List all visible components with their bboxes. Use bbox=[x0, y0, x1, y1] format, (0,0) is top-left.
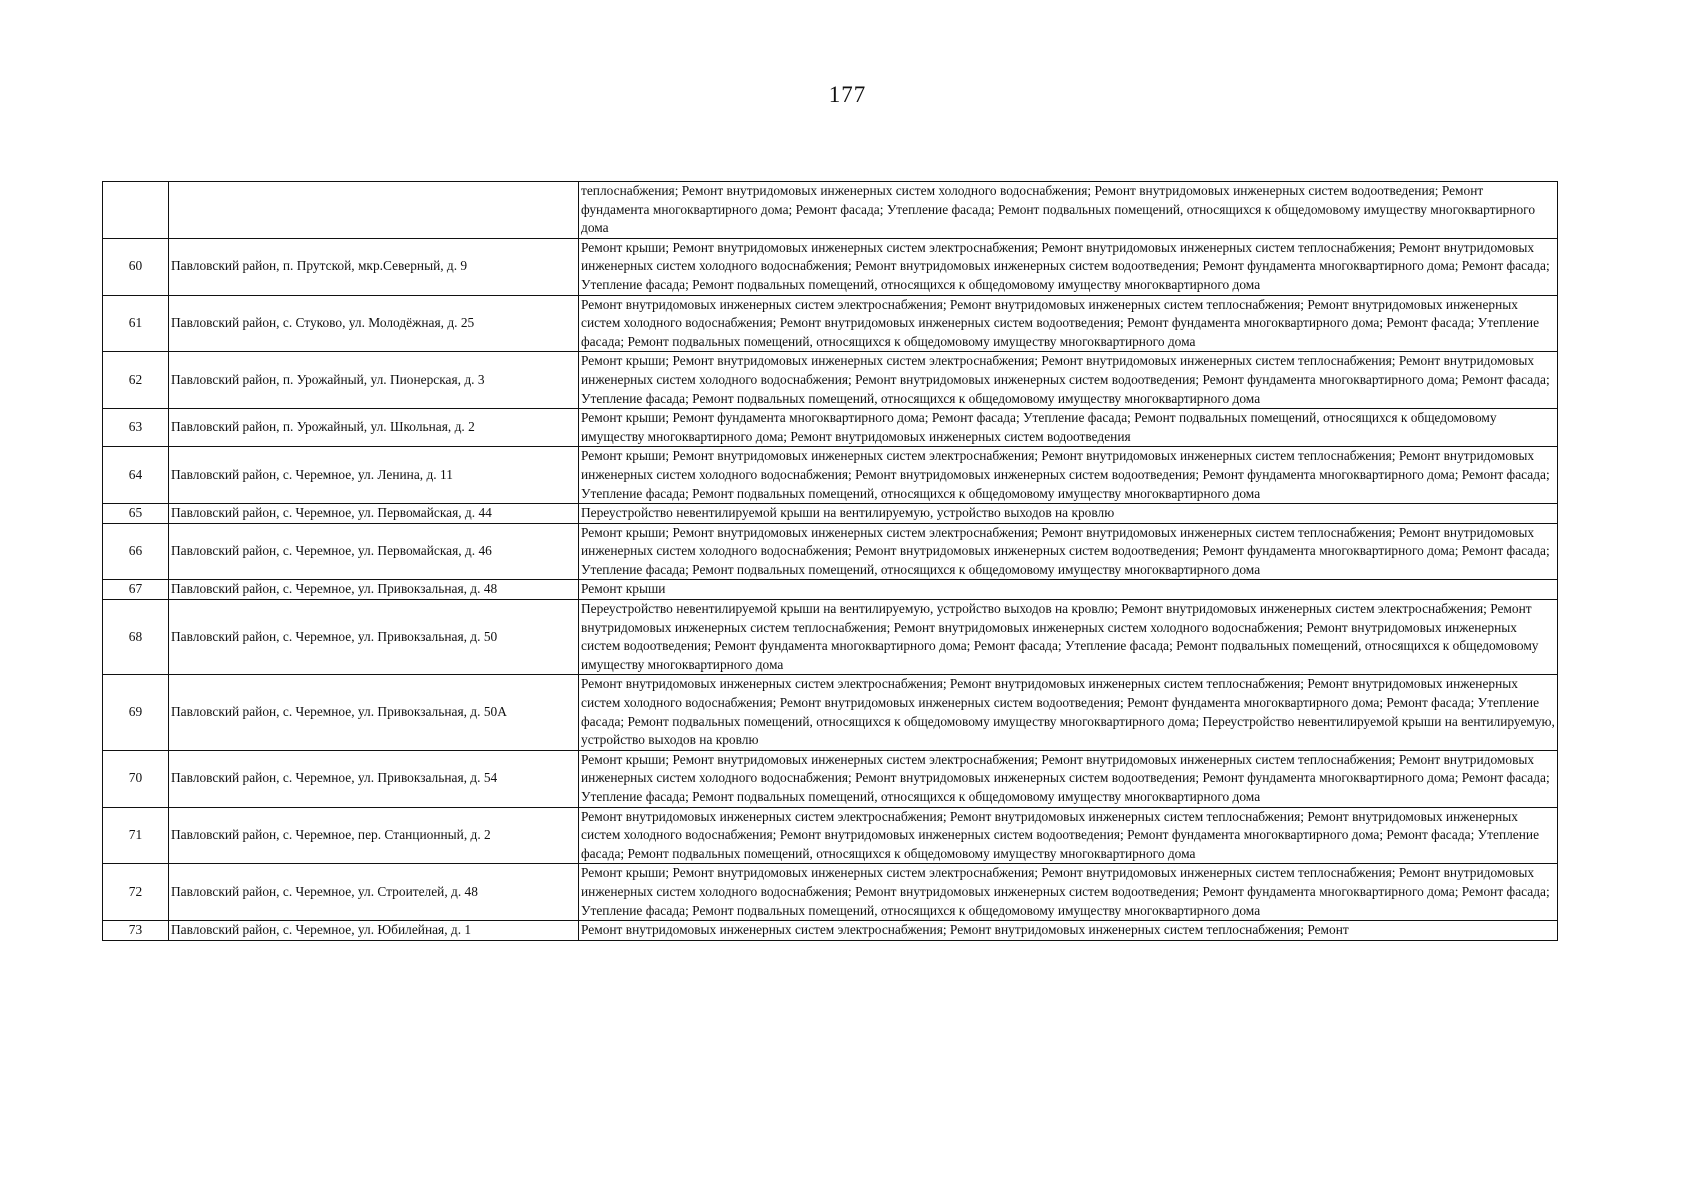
row-number: 60 bbox=[103, 238, 169, 295]
works-text: Ремонт внутридомовых инженерных систем электроснабжения; Ремонт внутридомовых инженерных систем теплоснабжения; Ремонт bbox=[581, 922, 1349, 938]
row-works bbox=[579, 750, 1558, 807]
row-address: Павловский район, с. Черемное, ул. Привокзальная, д. 50А bbox=[169, 675, 579, 750]
row-works bbox=[579, 921, 1558, 941]
works-text: Переустройство невентилируемой крыши на вентилируемую, устройство выходов на кровлю; Ремонт внутридомовых инженерных систем электроснабжения; Ремонт внутридомовых инженерных систем теплоснабжения; Ремонт внутридомовых инженерных систем холодного водоснабжения; Ремонт внутридомовых инженерных систем водоотведения; Ремонт фундамента многоквартирного дома; Ремонт фасада; Утепление фасада; Ремонт подвальных помещений, относящихся к общедомовому имуществу многоквартирного дома bbox=[581, 601, 1539, 672]
row-address: Павловский район, с. Стуково, ул. Молодёжная, д. 25 bbox=[169, 295, 579, 352]
row-address: Павловский район, с. Черемное, ул. Строителей, д. 48 bbox=[169, 864, 579, 921]
table-row bbox=[103, 807, 1558, 864]
row-works bbox=[579, 675, 1558, 750]
table-row bbox=[103, 600, 1558, 675]
row-number: 64 bbox=[103, 447, 169, 504]
works-text: Ремонт крыши; Ремонт фундамента многоквартирного дома; Ремонт фасада; Утепление фасада; Ремонт подвальных помещений, относящихся к общедомовому имуществу многоквартирного дома; Ремонт внутридомовых инженерных систем водоотведения bbox=[581, 410, 1497, 444]
works-text: теплоснабжения; Ремонт внутридомовых инженерных систем холодного водоснабжения; Ремонт внутридомовых инженерных систем водоотведения; Ремонт фундамента многоквартирного дома; Ремонт фасада; Утепление фасада; Ремонт подвальных помещений, относящихся к общедомовому имуществу многоквартирного дома bbox=[581, 183, 1536, 236]
table-row bbox=[103, 750, 1558, 807]
row-number: 72 bbox=[103, 864, 169, 921]
table-row bbox=[103, 921, 1558, 941]
row-works bbox=[579, 580, 1558, 600]
row-number: 66 bbox=[103, 523, 169, 580]
row-number: 63 bbox=[103, 409, 169, 447]
row-number: 61 bbox=[103, 295, 169, 352]
row-number: 67 bbox=[103, 580, 169, 600]
table-row bbox=[103, 675, 1558, 750]
row-works bbox=[579, 504, 1558, 524]
row-works bbox=[579, 352, 1558, 409]
works-text: Переустройство невентилируемой крыши на вентилируемую, устройство выходов на кровлю bbox=[581, 505, 1115, 521]
works-text: Ремонт внутридомовых инженерных систем электроснабжения; Ремонт внутридомовых инженерных систем теплоснабжения; Ремонт внутридомовых инженерных систем холодного водоснабжения; Ремонт внутридомовых инженерных систем водоотведения; Ремонт фундамента многоквартирного дома; Ремонт фасада; Утепление фасада; Ремонт подвальных помещений, относящихся к общедомовому имуществу многоквартирного дома; Переустройство невентилируемой крыши на вентилируемую, устройство выходов на кровлю bbox=[581, 676, 1555, 748]
works-text: Ремонт крыши; Ремонт внутридомовых инженерных систем электроснабжения; Ремонт внутридомовых инженерных систем теплоснабжения; Ремонт внутридомовых инженерных систем холодного водоснабжения; Ремонт внутридомовых инженерных систем водоотведения; Ремонт фундамента многоквартирного дома; Ремонт фасада; Утепление фасада; Ремонт подвальных помещений, относящихся к общедомовому имуществу многоквартирного дома bbox=[581, 353, 1550, 406]
row-address: Павловский район, с. Черемное, ул. Ленина, д. 11 bbox=[169, 447, 579, 504]
table-row bbox=[103, 447, 1558, 504]
works-text: Ремонт внутридомовых инженерных систем электроснабжения; Ремонт внутридомовых инженерных систем теплоснабжения; Ремонт внутридомовых инженерных систем холодного водоснабжения; Ремонт внутридомовых инженерных систем водоотведения; Ремонт фундамента многоквартирного дома; Ремонт фасада; Утепление фасада; Ремонт подвальных помещений, относящихся к общедомовому имуществу многоквартирного дома bbox=[581, 808, 1540, 861]
row-address: Павловский район, п. Урожайный, ул. Школьная, д. 2 bbox=[169, 409, 579, 447]
table-row bbox=[103, 409, 1558, 447]
row-address: Павловский район, п. Прутской, мкр.Северный, д. 9 bbox=[169, 238, 579, 295]
table-row bbox=[103, 295, 1558, 352]
row-number: 71 bbox=[103, 807, 169, 864]
works-text: Ремонт крыши; Ремонт внутридомовых инженерных систем электроснабжения; Ремонт внутридомовых инженерных систем теплоснабжения; Ремонт внутридомовых инженерных систем холодного водоснабжения; Ремонт внутридомовых инженерных систем водоотведения; Ремонт фундамента многоквартирного дома; Ремонт фасада; Утепление фасада; Ремонт подвальных помещений, относящихся к общедомовому имуществу многоквартирного дома bbox=[581, 448, 1550, 501]
row-address: Павловский район, с. Черемное, ул. Привокзальная, д. 50 bbox=[169, 600, 579, 675]
table-row bbox=[103, 238, 1558, 295]
table-row bbox=[103, 580, 1558, 600]
row-works bbox=[579, 864, 1558, 921]
works-table bbox=[102, 181, 1558, 941]
works-text: Ремонт крыши; Ремонт внутридомовых инженерных систем электроснабжения; Ремонт внутридомовых инженерных систем теплоснабжения; Ремонт внутридомовых инженерных систем холодного водоснабжения; Ремонт внутридомовых инженерных систем водоотведения; Ремонт фундамента многоквартирного дома; Ремонт фасада; Утепление фасада; Ремонт подвальных помещений, относящихся к общедомовому имуществу многоквартирного дома bbox=[581, 524, 1550, 577]
row-number: 65 bbox=[103, 504, 169, 524]
table-row bbox=[103, 504, 1558, 524]
row-address: Павловский район, с. Черемное, ул. Первомайская, д. 46 bbox=[169, 523, 579, 580]
row-address: Павловский район, п. Урожайный, ул. Пионерская, д. 3 bbox=[169, 352, 579, 409]
page-number: 177 bbox=[828, 82, 867, 107]
row-address: Павловский район, с. Черемное, пер. Станционный, д. 2 bbox=[169, 807, 579, 864]
row-works bbox=[579, 182, 1558, 239]
row-number: 70 bbox=[103, 750, 169, 807]
table-row bbox=[103, 523, 1558, 580]
table-row bbox=[103, 352, 1558, 409]
row-number bbox=[103, 182, 169, 239]
row-number: 68 bbox=[103, 600, 169, 675]
row-address: Павловский район, с. Черемное, ул. Юбилейная, д. 1 bbox=[169, 921, 579, 941]
row-address: Павловский район, с. Черемное, ул. Привокзальная, д. 54 bbox=[169, 750, 579, 807]
row-works bbox=[579, 447, 1558, 504]
works-text: Ремонт крыши; Ремонт внутридомовых инженерных систем электроснабжения; Ремонт внутридомовых инженерных систем теплоснабжения; Ремонт внутридомовых инженерных систем холодного водоснабжения; Ремонт внутридомовых инженерных систем водоотведения; Ремонт фундамента многоквартирного дома; Ремонт фасада; Утепление фасада; Ремонт подвальных помещений, относящихся к общедомовому имуществу многоквартирного дома bbox=[581, 239, 1550, 292]
row-address bbox=[169, 182, 579, 239]
works-text: Ремонт крыши; Ремонт внутридомовых инженерных систем электроснабжения; Ремонт внутридомовых инженерных систем теплоснабжения; Ремонт внутридомовых инженерных систем холодного водоснабжения; Ремонт внутридомовых инженерных систем водоотведения; Ремонт фундамента многоквартирного дома; Ремонт фасада; Утепление фасада; Ремонт подвальных помещений, относящихся к общедомовому имуществу многоквартирного дома bbox=[581, 751, 1550, 804]
works-text: Ремонт крыши bbox=[581, 581, 666, 597]
row-works bbox=[579, 409, 1558, 447]
row-number: 73 bbox=[103, 921, 169, 941]
row-works bbox=[579, 807, 1558, 864]
table-row bbox=[103, 864, 1558, 921]
row-works bbox=[579, 295, 1558, 352]
row-number: 69 bbox=[103, 675, 169, 750]
row-works bbox=[579, 523, 1558, 580]
row-address: Павловский район, с. Черемное, ул. Привокзальная, д. 48 bbox=[169, 580, 579, 600]
row-works bbox=[579, 238, 1558, 295]
works-text: Ремонт крыши; Ремонт внутридомовых инженерных систем электроснабжения; Ремонт внутридомовых инженерных систем теплоснабжения; Ремонт внутридомовых инженерных систем холодного водоснабжения; Ремонт внутридомовых инженерных систем водоотведения; Ремонт фундамента многоквартирного дома; Ремонт фасада; Утепление фасада; Ремонт подвальных помещений, относящихся к общедомовому имуществу многоквартирного дома bbox=[581, 865, 1550, 918]
works-text: Ремонт внутридомовых инженерных систем электроснабжения; Ремонт внутридомовых инженерных систем теплоснабжения; Ремонт внутридомовых инженерных систем холодного водоснабжения; Ремонт внутридомовых инженерных систем водоотведения; Ремонт фундамента многоквартирного дома; Ремонт фасада; Утепление фасада; Ремонт подвальных помещений, относящихся к общедомовому имуществу многоквартирного дома bbox=[581, 296, 1540, 349]
row-address: Павловский район, с. Черемное, ул. Первомайская, д. 44 bbox=[169, 504, 579, 524]
row-number: 62 bbox=[103, 352, 169, 409]
table-row bbox=[103, 182, 1558, 239]
row-works bbox=[579, 600, 1558, 675]
